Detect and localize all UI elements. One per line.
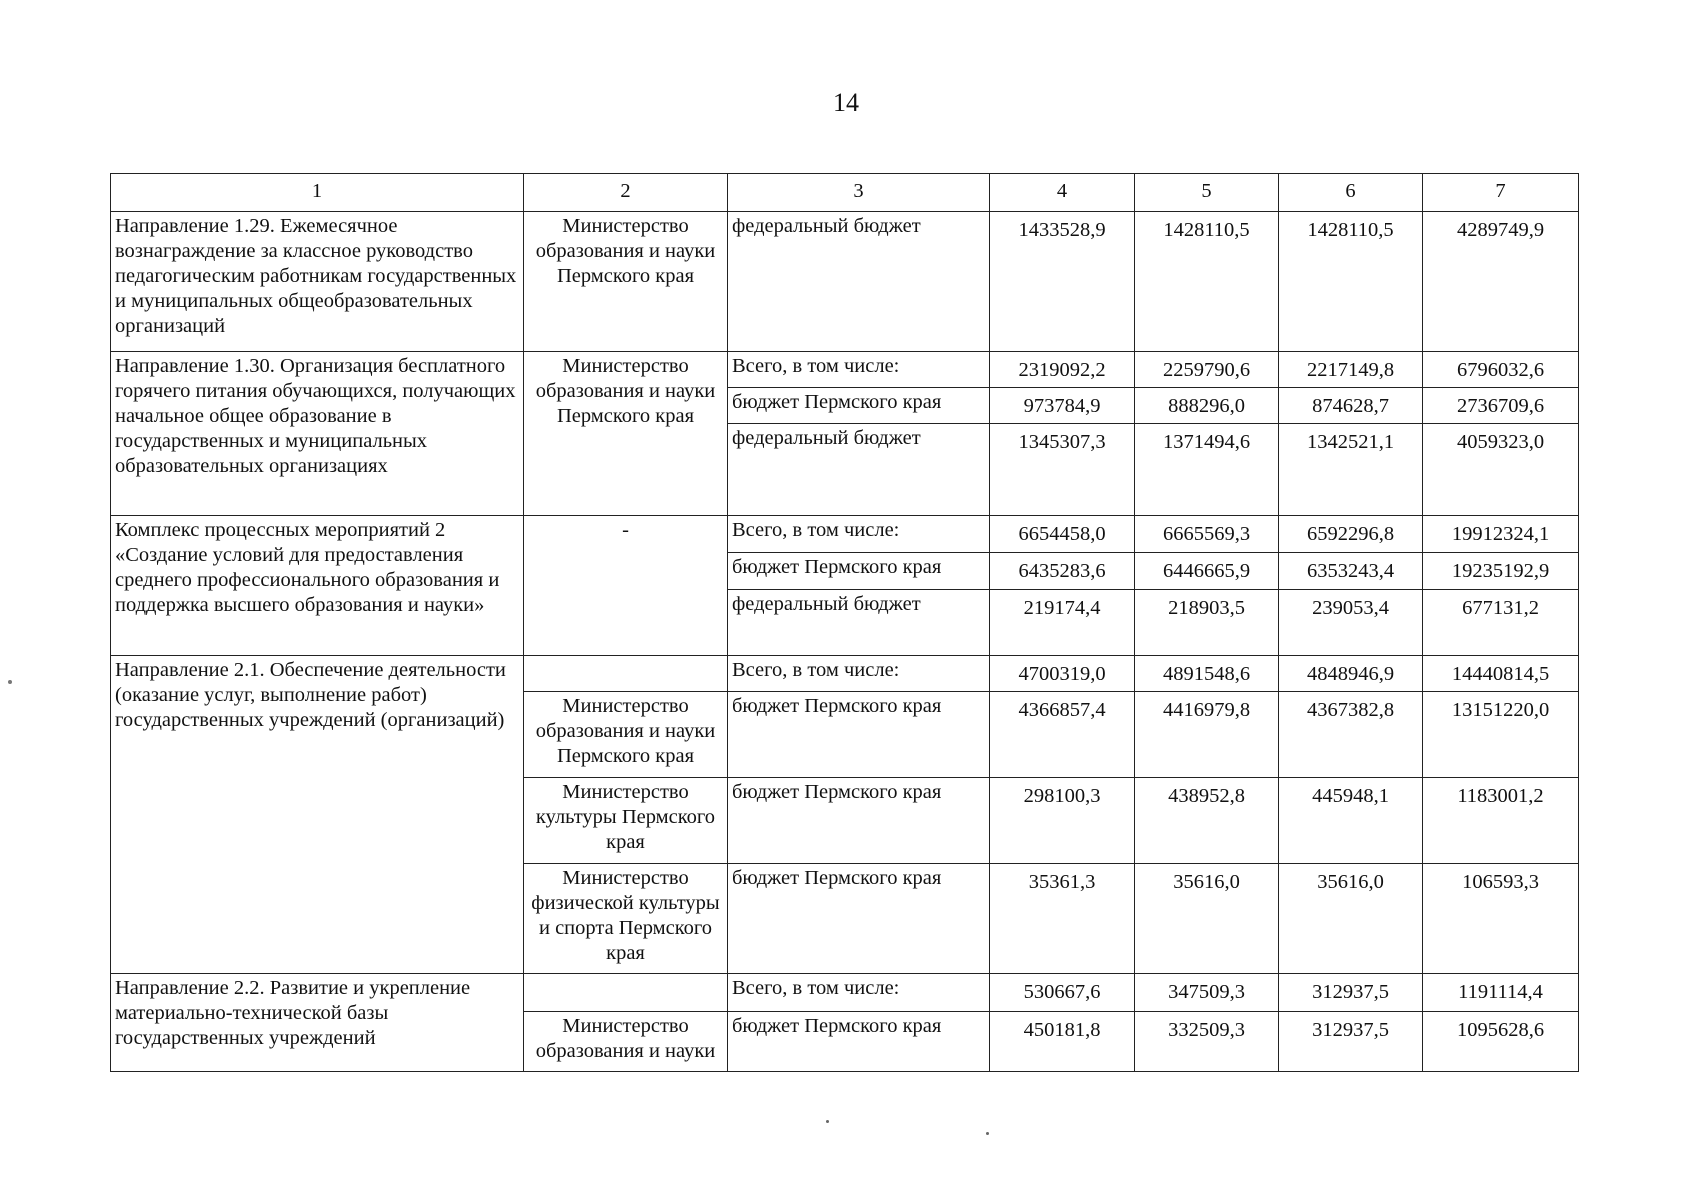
funding-source: бюджет Пермского края xyxy=(728,553,990,590)
value-cell: 1428110,5 xyxy=(1135,212,1279,352)
scan-speck xyxy=(826,1120,829,1123)
executor-cell: Министерство образования и науки Пермского края xyxy=(524,692,728,778)
value-cell: 218903,5 xyxy=(1135,590,1279,656)
value-cell: 219174,4 xyxy=(990,590,1135,656)
funding-source: бюджет Пермского края xyxy=(728,1012,990,1072)
value-cell: 438952,8 xyxy=(1135,778,1279,864)
value-cell: 445948,1 xyxy=(1279,778,1423,864)
measure-name: Направление 1.30. Организация бесплатного горячего питания обучающихся, получающих начальное общее образование в государственных и муниципальных образовательных организациях xyxy=(111,352,524,516)
executor-cell: Министерство образования и науки Пермского края xyxy=(524,352,728,516)
value-cell: 14440814,5 xyxy=(1423,656,1579,692)
table-row xyxy=(111,516,1579,553)
value-cell: 35361,3 xyxy=(990,864,1135,974)
funding-source: Всего, в том числе: xyxy=(728,656,990,692)
value-cell: 6665569,3 xyxy=(1135,516,1279,553)
table-row xyxy=(111,352,1579,388)
budget-table xyxy=(110,173,1579,1072)
value-cell: 312937,5 xyxy=(1279,1012,1423,1072)
scan-speck xyxy=(8,680,12,684)
value-cell: 298100,3 xyxy=(990,778,1135,864)
table-row xyxy=(111,212,1579,352)
funding-source: бюджет Пермского края xyxy=(728,692,990,778)
header-row xyxy=(111,174,1579,212)
col-header-5: 5 xyxy=(1135,174,1279,212)
value-cell: 332509,3 xyxy=(1135,1012,1279,1072)
value-cell: 1342521,1 xyxy=(1279,424,1423,516)
value-cell: 1345307,3 xyxy=(990,424,1135,516)
col-header-6: 6 xyxy=(1279,174,1423,212)
funding-source: федеральный бюджет xyxy=(728,590,990,656)
col-header-4: 4 xyxy=(990,174,1135,212)
measure-name: Направление 2.2. Развитие и укрепление материально-технической базы государственных учреждений xyxy=(111,974,524,1072)
value-cell: 1191114,4 xyxy=(1423,974,1579,1012)
value-cell: 347509,3 xyxy=(1135,974,1279,1012)
value-cell: 4891548,6 xyxy=(1135,656,1279,692)
funding-source: федеральный бюджет xyxy=(728,212,990,352)
funding-source: бюджет Пермского края xyxy=(728,778,990,864)
measure-name: Комплекс процессных мероприятий 2 «Создание условий для предоставления среднего профессионального образования и поддержка высшего образования и науки» xyxy=(111,516,524,656)
value-cell: 530667,6 xyxy=(990,974,1135,1012)
value-cell: 6796032,6 xyxy=(1423,352,1579,388)
value-cell: 35616,0 xyxy=(1135,864,1279,974)
funding-source: федеральный бюджет xyxy=(728,424,990,516)
executor-cell xyxy=(524,656,728,692)
value-cell: 4289749,9 xyxy=(1423,212,1579,352)
value-cell: 677131,2 xyxy=(1423,590,1579,656)
funding-source: Всего, в том числе: xyxy=(728,516,990,553)
executor-cell: Министерство образования и науки Пермского края xyxy=(524,212,728,352)
value-cell: 2217149,8 xyxy=(1279,352,1423,388)
executor-cell: - xyxy=(524,516,728,656)
measure-name: Направление 1.29. Ежемесячное вознаграждение за классное руководство педагогическим работникам государственных и муниципальных общеобразовательных организаций xyxy=(111,212,524,352)
value-cell: 888296,0 xyxy=(1135,388,1279,424)
value-cell: 1183001,2 xyxy=(1423,778,1579,864)
value-cell: 6446665,9 xyxy=(1135,553,1279,590)
col-header-1: 1 xyxy=(111,174,524,212)
col-header-3: 3 xyxy=(728,174,990,212)
value-cell: 1428110,5 xyxy=(1279,212,1423,352)
value-cell: 6435283,6 xyxy=(990,553,1135,590)
value-cell: 312937,5 xyxy=(1279,974,1423,1012)
value-cell: 6654458,0 xyxy=(990,516,1135,553)
funding-source: бюджет Пермского края xyxy=(728,864,990,974)
table-row xyxy=(111,656,1579,692)
value-cell: 19912324,1 xyxy=(1423,516,1579,553)
value-cell: 4848946,9 xyxy=(1279,656,1423,692)
executor-cell: Министерство физической культуры и спорта Пермского края xyxy=(524,864,728,974)
value-cell: 450181,8 xyxy=(990,1012,1135,1072)
value-cell: 4367382,8 xyxy=(1279,692,1423,778)
table-row xyxy=(111,974,1579,1012)
col-header-2: 2 xyxy=(524,174,728,212)
scan-speck xyxy=(986,1132,989,1135)
funding-source: бюджет Пермского края xyxy=(728,388,990,424)
value-cell: 6353243,4 xyxy=(1279,553,1423,590)
value-cell: 2319092,2 xyxy=(990,352,1135,388)
executor-cell: Министерство образования и науки xyxy=(524,1012,728,1072)
measure-name: Направление 2.1. Обеспечение деятельности (оказание услуг, выполнение работ) государственных учреждений (организаций) xyxy=(111,656,524,974)
value-cell: 973784,9 xyxy=(990,388,1135,424)
value-cell: 4059323,0 xyxy=(1423,424,1579,516)
col-header-7: 7 xyxy=(1423,174,1579,212)
value-cell: 1433528,9 xyxy=(990,212,1135,352)
value-cell: 4366857,4 xyxy=(990,692,1135,778)
value-cell: 2736709,6 xyxy=(1423,388,1579,424)
executor-cell xyxy=(524,974,728,1012)
value-cell: 4416979,8 xyxy=(1135,692,1279,778)
value-cell: 2259790,6 xyxy=(1135,352,1279,388)
funding-source: Всего, в том числе: xyxy=(728,352,990,388)
funding-source: Всего, в том числе: xyxy=(728,974,990,1012)
value-cell: 19235192,9 xyxy=(1423,553,1579,590)
value-cell: 1095628,6 xyxy=(1423,1012,1579,1072)
value-cell: 6592296,8 xyxy=(1279,516,1423,553)
value-cell: 13151220,0 xyxy=(1423,692,1579,778)
page-number: 14 xyxy=(833,88,859,117)
value-cell: 1371494,6 xyxy=(1135,424,1279,516)
value-cell: 106593,3 xyxy=(1423,864,1579,974)
value-cell: 35616,0 xyxy=(1279,864,1423,974)
value-cell: 874628,7 xyxy=(1279,388,1423,424)
value-cell: 4700319,0 xyxy=(990,656,1135,692)
value-cell: 239053,4 xyxy=(1279,590,1423,656)
executor-cell: Министерство культуры Пермского края xyxy=(524,778,728,864)
